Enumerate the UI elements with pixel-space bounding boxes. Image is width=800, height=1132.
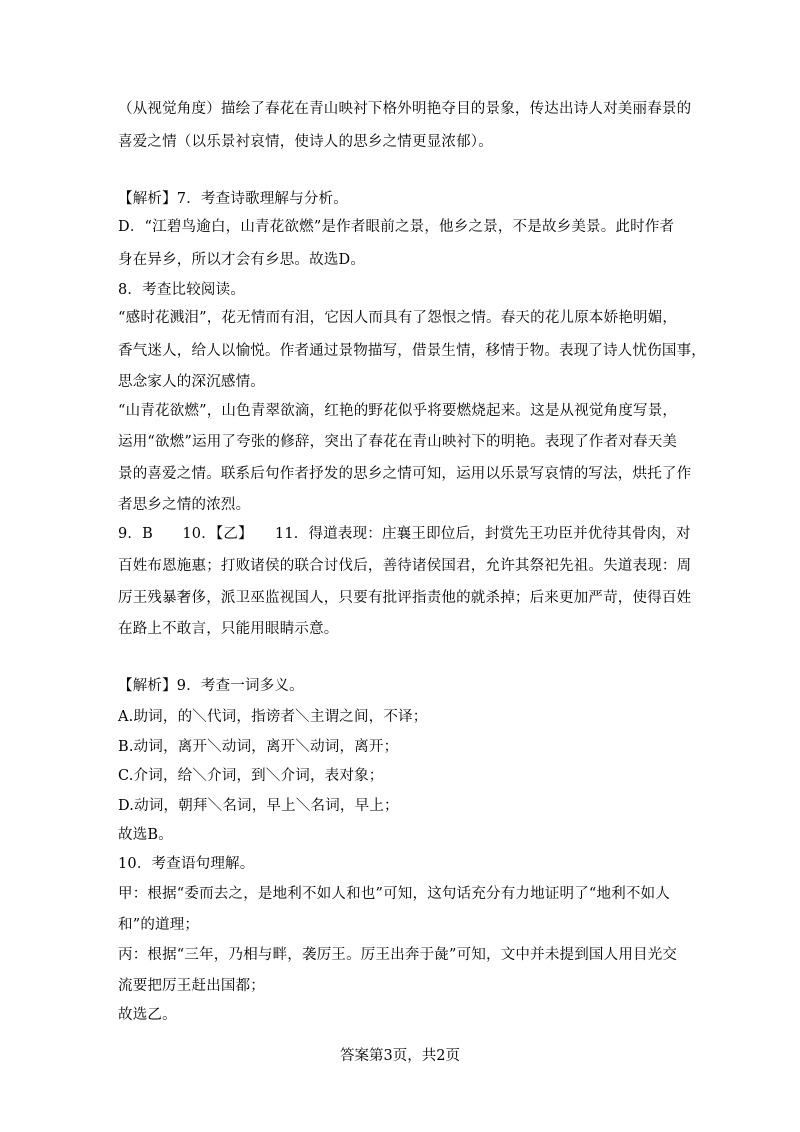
text-line: 百姓布恩施惠；打败诸侯的联合讨伐后，善待诸侯国君，允许其祭祀先祖。失道表现：周 xyxy=(118,558,692,574)
text-line: 故选B。 xyxy=(118,827,173,843)
text-line: A.助词，的＼代词，指谤者＼主谓之间，不译； xyxy=(118,709,428,725)
text-line: “山青花欲燃”，山色青翠欲滴，红艳的野花似乎将要燃烧起来。这是从视觉角度写景， xyxy=(118,403,678,419)
text-line: C.介词，给＼介词，到＼介词，表对象； xyxy=(118,768,384,784)
text-line: 和”的道理； xyxy=(118,917,200,933)
text-line: 身在异乡，所以才会有乡思。故选D。 xyxy=(118,252,366,268)
text-line: 思念家人的深沉感情。 xyxy=(118,374,265,390)
text-line: 在路上不敢言，只能用眼睛示意。 xyxy=(118,621,339,637)
text-line: 故选乙。 xyxy=(118,1007,177,1023)
page-footer: 答案第3页，共2页 xyxy=(340,1048,460,1064)
text-line: 【解析】7．考查诗歌理解与分析。 xyxy=(118,191,348,207)
text-line: 者思乡之情的浓烈。 xyxy=(118,497,251,513)
text-line: D．“江碧鸟逾白，山青花欲燃”是作者眼前之景，他乡之景，不是故乡美景。此时作者 xyxy=(118,219,675,235)
text-line: 甲：根据“委而去之，是地利不如人和也”可知，这句话充分有力地证明了“地利不如人 xyxy=(118,886,671,902)
text-line: （从视觉角度）描绘了春花在青山映衬下格外明艳夺目的景象，传达出诗人对美丽春景的 xyxy=(118,101,692,117)
text-line: 运用“欲燃”运用了夸张的修辞，突出了春花在青山映衬下的明艳。表现了作者对春天美 xyxy=(118,434,678,450)
text-line: 流要把厉王赶出国都； xyxy=(118,978,265,994)
text-line: 厉王残暴奢侈，派卫巫监视国人，只要有批评指责他的就杀掉；后来更加严苛，使得百姓 xyxy=(118,590,692,606)
text-line: B.动词，离开＼动词，离开＼动词，离开； xyxy=(118,739,399,755)
text-line: D.动词，朝拜＼名词，早上＼名词，早上； xyxy=(118,798,399,814)
text-line: 10．考查语句理解。 xyxy=(118,856,255,872)
text-line: 景的喜爱之情。联系后句作者抒发的思乡之情可知，运用以乐景写哀情的写法，烘托了作 xyxy=(118,466,692,482)
text-line: 香气迷人，给人以愉悦。作者通过景物描写，借景生情，移情于物。表现了诗人忧伤国事， xyxy=(118,343,706,359)
text-line: “感时花溅泪”，花无情而有泪，它因人而具有了怨恨之情。春天的花儿原本娇艳明媚， xyxy=(118,310,678,326)
text-line: 8．考查比较阅读。 xyxy=(118,282,246,298)
text-line: 喜爱之情（以乐景衬哀情，使诗人的思乡之情更显浓郁）。 xyxy=(118,134,493,150)
text-line: 【解析】9．考查一词多义。 xyxy=(118,678,304,694)
text-line: 丙：根据“三年，乃相与畔，袭厉王。厉王出奔于彘”可知，文中并未提到国人用目光交 xyxy=(118,947,678,963)
text-line: 9．B 10．【乙】 11．得道表现：庄襄王即位后，封赏先王功臣并优待其骨肉，对 xyxy=(118,526,691,542)
